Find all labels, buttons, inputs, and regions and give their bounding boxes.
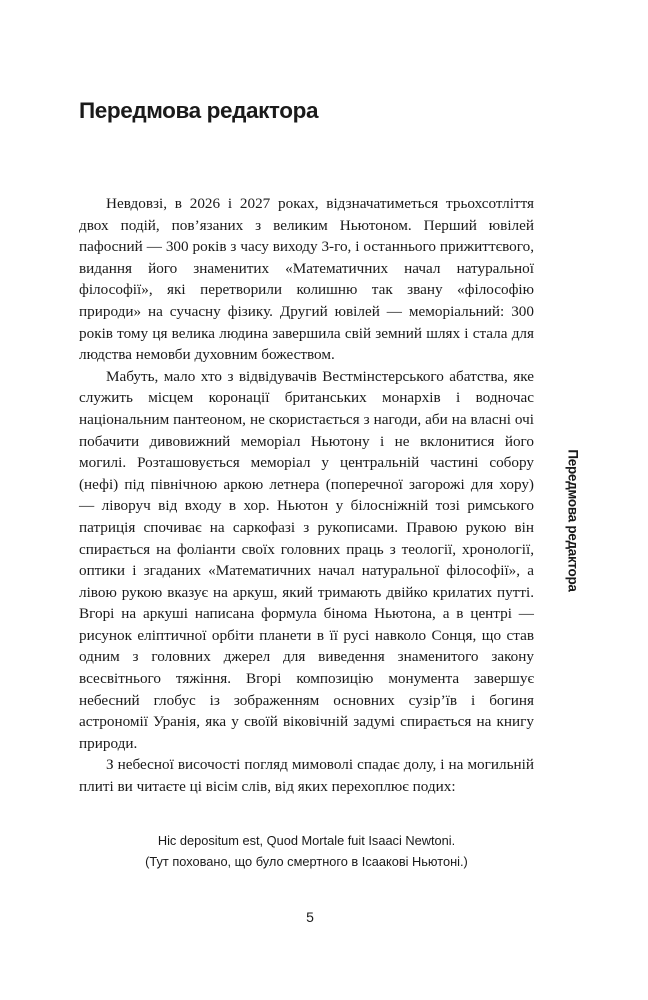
paragraph-2: Мабуть, мало хто з відвідувачів Вестмінстерського абатства, яке служить місцем коронації британських монархів і водночас національним пантеоном, не скористається з нагоди, аби на власні очі побачити дивовижний меморіал Ньютону і не вклонитися його могилі. Розташовується меморіал у центральній частині собору (нефі) під північною аркою летнера (поперечної загорожі для хору) — ліворуч від входу в хор. Ньютон у білосніжній тозі римського патриція спочиває на саркофазі з рукописами. Правою рукою він спирається на фоліанти своїх головних праць з теології, хронології, оптики і згаданих «Математичних начал натуральної філософії», а лівою рукою вказує на аркуш, який тримають двійко крилатих путті. Вгорі на аркуші написана формула бінома Ньютона, а в центрі — рисунок еліптичної орбіти планети в її русі навколо Сонця, що став одним з головних джерел для виведення знаменитого закону всесвітнього тяжіння. Вгорі композицію монумента завершує небесний глобус із зображенням основних сузір’їв і богиня астрономії Уранія, яка у своїй віковічній задумі спирається на книгу природи. <box>79 367 534 752</box>
page-number: 5 <box>306 909 314 925</box>
paragraph-1: Невдовзі, в 2026 і 2027 роках, відзначатиметься трьохсотліття двох подій, пов’язаних з великим Ньютоном. Перший ювілей пафосний — 300 років з часу виходу 3-го, і останнього прижиттєвого, видання його знаменитих «Математичних начал натуральної філософії», які перетворили колишню так звану «філософію природи» на сучасну фізику. Другий ювілей — меморіальний: 300 років тому ця велика людина завершила свій земний шлях і стала для людства немовби духовним божеством. <box>79 195 534 364</box>
body-text <box>79 193 534 798</box>
epitaph-latin: Hic depositum est, Quod Mortale fuit Isaaci Newtoni. <box>157 833 456 848</box>
epitaph-translation: (Тут поховано, що було смертного в Ісаакові Ньютоні.) <box>145 854 468 869</box>
paragraph-3: З небесної височості погляд мимоволі спадає долу, і на могильній плиті ви читаєте ці вісім слів, від яких перехоплює подих: <box>79 756 534 796</box>
epitaph-quote <box>79 830 534 872</box>
running-head <box>553 440 593 600</box>
running-head-text: Передмова редактора <box>565 448 581 592</box>
page-heading: Передмова редактора <box>79 98 319 123</box>
